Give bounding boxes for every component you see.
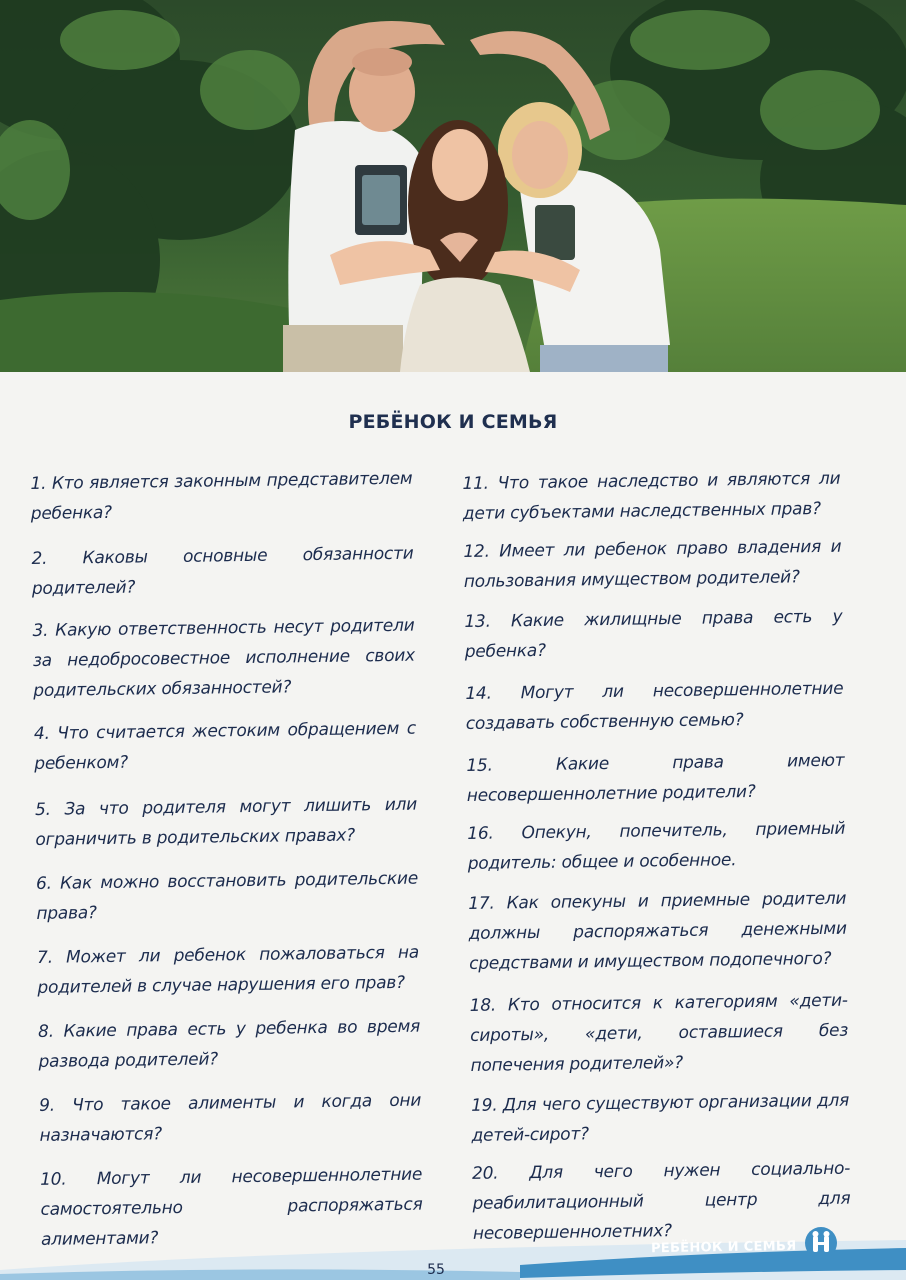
question-13: 13. Какие жилищные права есть у ребенка? bbox=[464, 606, 843, 662]
question-18: 18. Кто относится к категориям «дети-сироты», «дети, оставшиеся без попечения родителей»? bbox=[469, 990, 849, 1076]
footer-section-label: РЕБЁНОК И СЕМЬЯ bbox=[650, 1238, 797, 1257]
family-photo bbox=[0, 0, 906, 372]
question-19: 19. Для чего существуют организации для детей-сирот? bbox=[470, 1090, 850, 1146]
family-heart-gesture-photo bbox=[0, 0, 906, 372]
question-6: 6. Как можно восстановить родительские права? bbox=[35, 868, 419, 924]
question-15: 15. Какие права имеют несовершеннолетние родители? bbox=[466, 750, 845, 806]
question-12: 12. Имеет ли ребенок право владения и пользования имуществом родителей? bbox=[463, 536, 842, 592]
question-10: 10. Могут ли несовершеннолетние самостоятельно распоряжаться алиментами? bbox=[40, 1164, 423, 1250]
question-16: 16. Опекун, попечитель, приемный родитель: общее и особенное. bbox=[467, 818, 846, 874]
question-17: 17. Как опекуны и приемные родители должны распоряжаться денежными средствами и имуществом подопечного? bbox=[468, 888, 847, 974]
question-8: 8. Какие права есть у ребенка во время развода родителей? bbox=[37, 1016, 421, 1072]
question-1: 1. Кто является законным представителем ребенка? bbox=[30, 468, 413, 524]
question-9: 9. Что такое алименты и когда они назначаются? bbox=[38, 1090, 422, 1146]
question-3: 3. Какую ответственность несут родители за недобросовестное исполнение своих родительских обязанностей? bbox=[32, 615, 416, 701]
questions-right-column bbox=[462, 447, 851, 1244]
question-4: 4. Что считается жестоким обращением с ребенком? bbox=[33, 718, 417, 774]
family-logo-icon bbox=[804, 1226, 838, 1260]
question-20: 20. Для чего нужен социально-реабилитационный центр для несовершеннолетних? bbox=[471, 1158, 851, 1244]
question-7: 7. Может ли ребенок пожаловаться на родителей в случае нарушения его прав? bbox=[36, 942, 420, 998]
question-5: 5. За что родителя могут лишить или ограничить в родительских правах? bbox=[34, 794, 418, 850]
questions-left-column bbox=[30, 447, 423, 1250]
question-11: 11. Что такое наследство и являются ли дети субъектами наследственных прав? bbox=[462, 468, 841, 524]
question-2: 2. Каковы основные обязанности родителей? bbox=[31, 543, 414, 599]
page-title: РЕБЁНОК И СЕМЬЯ bbox=[348, 410, 558, 433]
question-14: 14. Могут ли несовершеннолетние создавать собственную семью? bbox=[465, 678, 844, 734]
page-number: 55 bbox=[427, 1262, 445, 1278]
